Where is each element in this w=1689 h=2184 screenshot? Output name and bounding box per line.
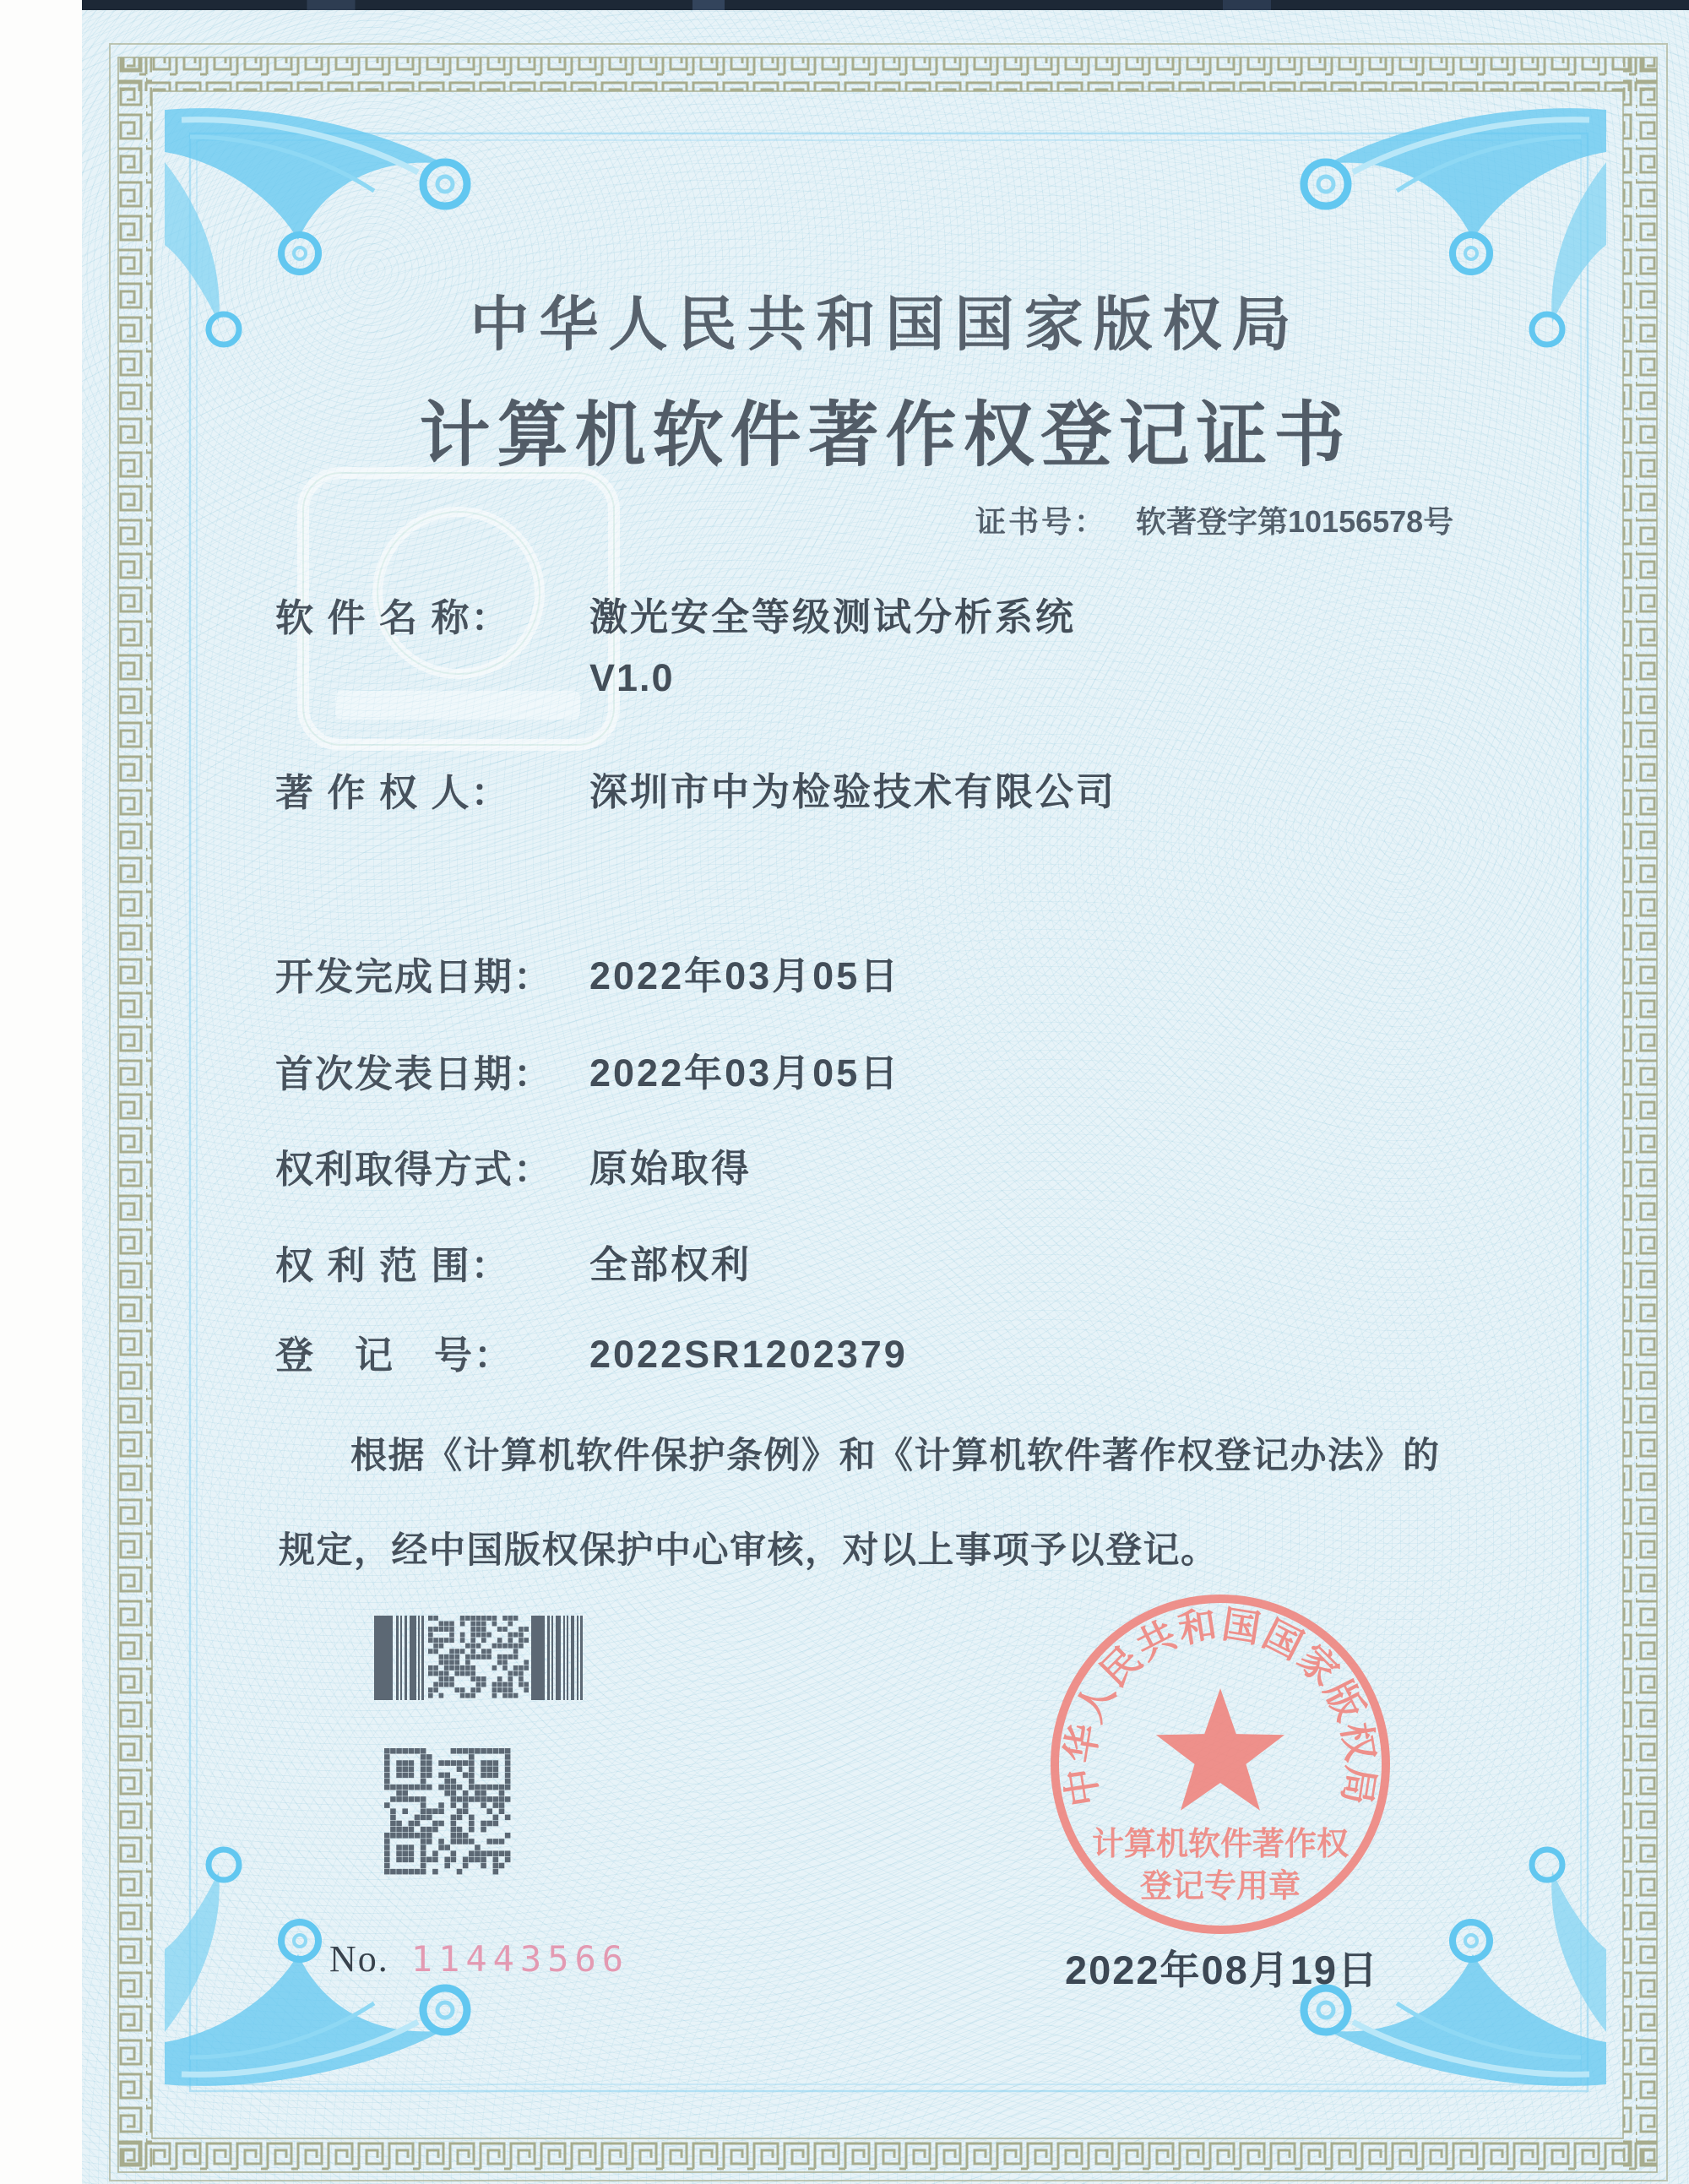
field-label: 权利取得方式： — [275, 1148, 554, 1191]
software-name: 激光安全等级测试分析系统 — [589, 595, 1077, 638]
serial-label: No. — [329, 1938, 389, 1980]
field-label: 软 件 名 称： — [275, 596, 511, 639]
dev-complete-date: 2022年03月05日 — [589, 954, 901, 997]
statement-line-1: 根据《计算机软件保护条例》和《计算机软件著作权登记办法》的 — [350, 1436, 1441, 1476]
seal-caption-line1: 计算机软件著作权 — [1091, 1827, 1350, 1862]
rights-scope: 全部权利 — [589, 1243, 752, 1286]
registration-number: 2022SR1202379 — [589, 1333, 908, 1376]
certificate-page — [82, 10, 1689, 2184]
certificate-number-label: 证书号： — [975, 504, 1108, 539]
certificate-number-value: 软著登字第10156578号 — [1136, 504, 1454, 539]
field-row-rights-scope — [275, 1235, 752, 1296]
outer-hairline — [110, 44, 1667, 2181]
field-label: 著 作 权 人： — [275, 771, 511, 814]
field-row-dev-complete-date — [275, 946, 900, 1007]
field-label: 首次发表日期： — [275, 1052, 554, 1095]
copyright-owner: 深圳市中为检验技术有限公司 — [589, 770, 1117, 813]
greek-key-frame — [118, 57, 1657, 2172]
issuing-authority-title: 中华人民共和国国家版权局 — [470, 293, 1301, 358]
issue-date: 2022年08月19日 — [1064, 1948, 1380, 1992]
field-value — [589, 587, 1076, 709]
field-label: 权 利 范 围： — [275, 1244, 511, 1287]
field-row-rights-acquisition — [275, 1138, 752, 1199]
qr-code — [384, 1748, 511, 1875]
field-row-copyright-owner — [275, 762, 1116, 823]
seal-star — [1156, 1688, 1284, 1811]
field-label: 登 记 号： — [275, 1334, 514, 1377]
certificate-number-line — [975, 498, 1453, 541]
first-publish-date: 2022年03月05日 — [589, 1051, 901, 1095]
linear-2d-barcode — [374, 1616, 584, 1700]
field-label: 开发完成日期： — [275, 955, 554, 998]
seal-ring-text: 中华人民共和国国家版权局 — [1058, 1603, 1382, 1809]
serial-number-line — [329, 1937, 629, 1980]
official-red-seal — [1035, 1583, 1406, 1954]
field-row-software-name — [275, 587, 1076, 709]
seal-caption-line2: 登记专用章 — [1139, 1869, 1301, 1904]
field-row-registration-number — [275, 1324, 908, 1385]
statement-line-2: 规定，经中国版权保护中心审核，对以上事项予以登记。 — [279, 1530, 1219, 1571]
rights-acquisition: 原始取得 — [589, 1147, 752, 1190]
field-row-first-publish-date — [275, 1043, 900, 1104]
serial-number: 11443566 — [410, 1938, 630, 1980]
software-version: V1.0 — [589, 656, 675, 699]
certificate-title: 计算机软件著作权登记证书 — [419, 397, 1352, 475]
